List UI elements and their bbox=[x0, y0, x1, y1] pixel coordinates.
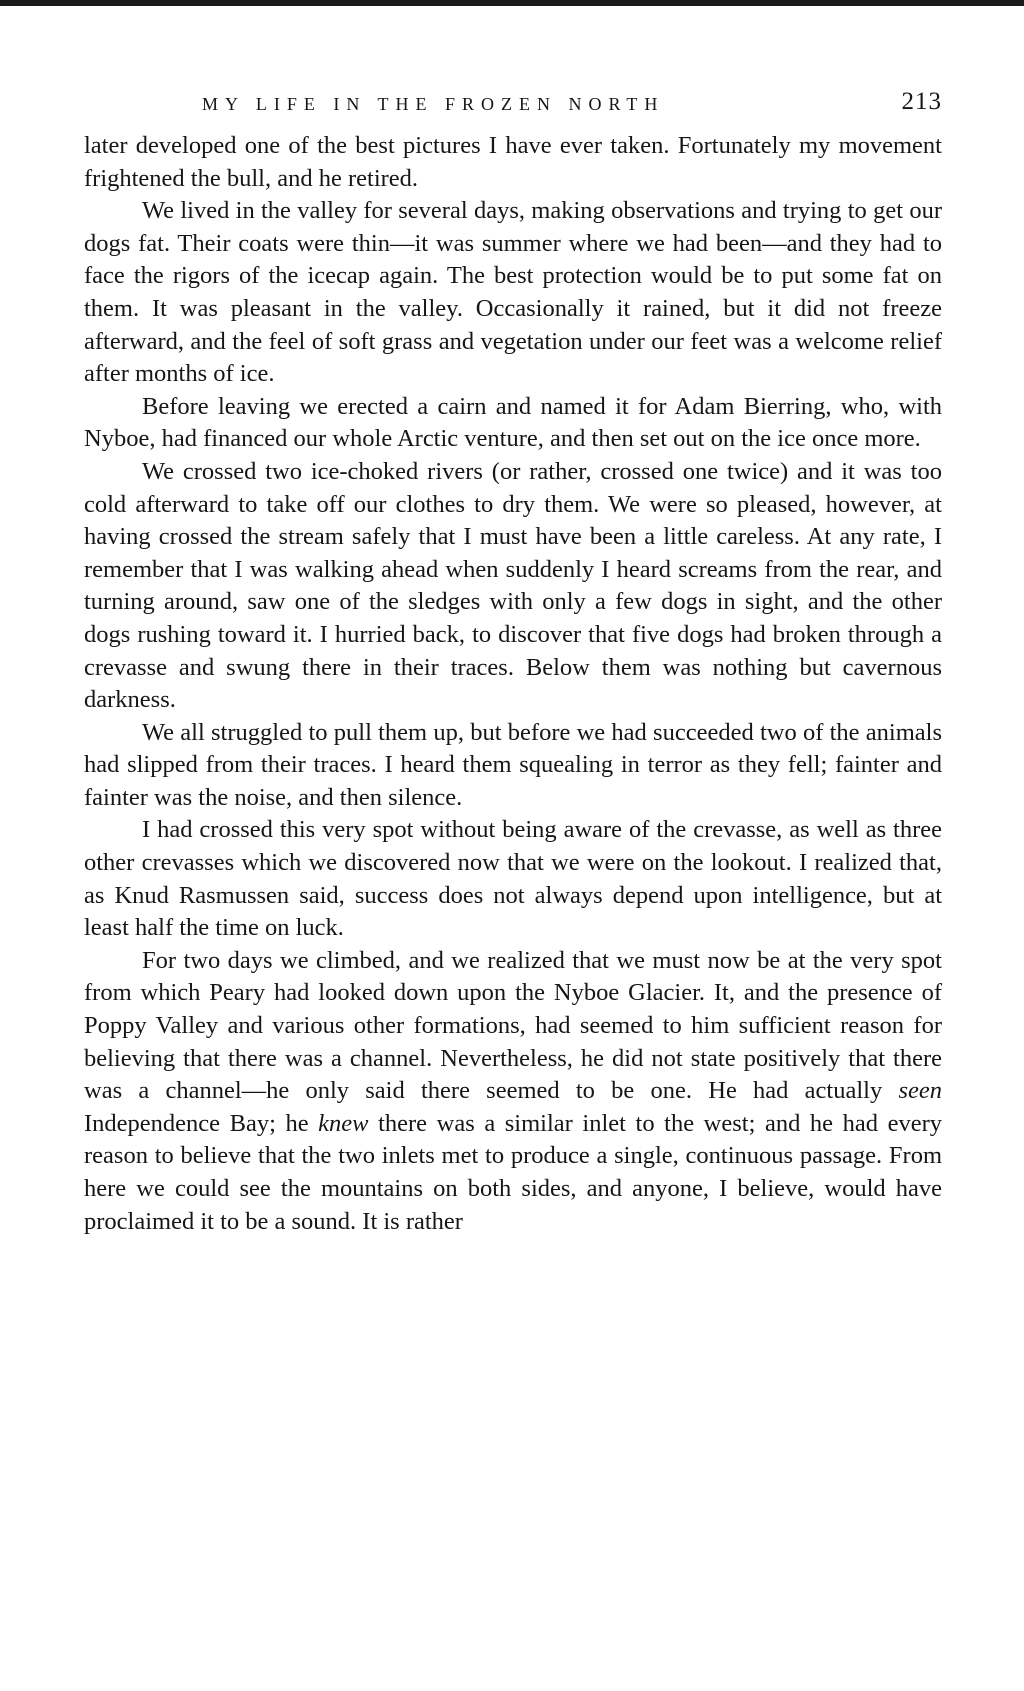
book-page bbox=[84, 88, 942, 1238]
running-title: MY LIFE IN THE FROZEN NORTH bbox=[202, 94, 665, 114]
paragraph-cairn: Before leaving we erected a cairn and named it for Adam Bierring, who, with Nyboe, had financed our whole Arctic venture, and then set out on the ice once more. bbox=[84, 392, 942, 453]
paragraph-luck: I had crossed this very spot without being aware of the crevasse, as well as three other crevasses which we discovered now that we were on the lookout. I realized that, as Knud Rasmussen said, success does not always depend upon intelligence, but at least half the time on luck. bbox=[84, 816, 942, 942]
top-border-rule bbox=[0, 0, 1024, 6]
body-text bbox=[84, 130, 942, 1238]
paragraph-continued: later developed one of the best pictures I have ever taken. Fortunately my movement frightened the bull, and he retired. bbox=[84, 132, 942, 192]
paragraph-peary-part-c: there was a similar inlet to the west; and he had every reason to believe that the two inlets met to produce a single, continuous passage. From here we could see the mountains on both sides, and anyone, I believe, would have proclaimed it to be a sound. It is rather bbox=[84, 1109, 942, 1235]
paragraph-peary-part-a: For two days we climbed, and we realized that we must now be at the very spot from which Peary had looked down upon the Nyboe Glacier. It, and the presence of Poppy Valley and various other formations, had seemed to him sufficient reason for believing that there was a channel. Nevertheless, he did not state positively that there was a channel—he only said there seemed to be one. He had actually bbox=[84, 946, 942, 1105]
paragraph-valley: We lived in the valley for several days, making observations and trying to get our dogs fat. Their coats were thin—it was summer where we had been—and they had to face the rigors of the icecap again. The best protection would be to put some fat on them. It was pleasant in the valley. Occasionally it rained, but it did not freeze afterward, and the feel of soft grass and vegetation under our feet was a welcome relief after months of ice. bbox=[84, 197, 942, 388]
paragraph-peary bbox=[84, 945, 942, 1238]
emphasis-knew: knew bbox=[318, 1109, 369, 1137]
page-number: 213 bbox=[901, 88, 942, 115]
paragraph-crevasse: We crossed two ice-choked rivers (or rather, crossed one twice) and it was too cold afterward to take off our clothes to dry them. We were so pleased, however, at having crossed the stream safely that I must have been a little careless. At any rate, I remember that I was walking ahead when suddenly I heard screams from the rear, and turning around, saw one of the sledges with only a few dogs in sight, and the other dogs rushing toward it. I hurried back, to discover that five dogs had broken through a crevasse and swung there in their traces. Below them was nothing but cavernous darkness. bbox=[84, 457, 942, 714]
paragraph-struggle: We all struggled to pull them up, but before we had succeeded two of the animals had slipped from their traces. I heard them squealing in terror as they fell; fainter and fainter was the noise, and then silence. bbox=[84, 718, 942, 811]
emphasis-seen: seen bbox=[898, 1077, 942, 1105]
paragraph-peary-part-b: Independence Bay; he bbox=[84, 1109, 319, 1137]
running-head bbox=[84, 88, 942, 124]
